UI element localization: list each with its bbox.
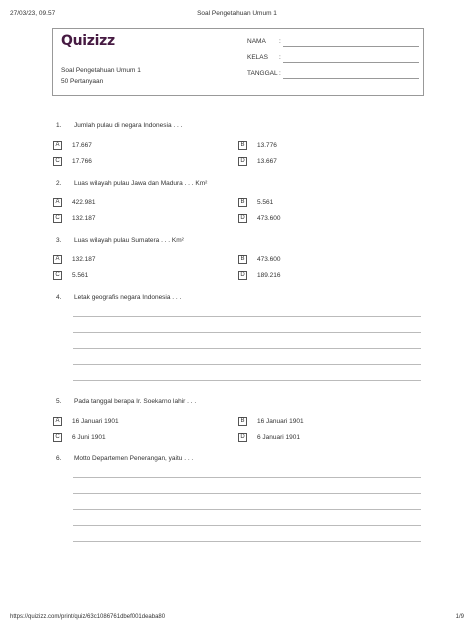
print-date: 27/03/23, 09.57 bbox=[10, 10, 56, 17]
option-value: 16 Januari 1901 bbox=[72, 418, 119, 425]
write-line bbox=[283, 62, 419, 63]
option-b[interactable] bbox=[238, 255, 388, 265]
option-letter-box: D bbox=[238, 157, 247, 166]
write-line bbox=[283, 46, 419, 47]
question-text: Luas wilayah pulau Jawa dan Madura . . . Km² bbox=[74, 180, 208, 187]
option-letter-box: A bbox=[53, 417, 62, 426]
question-count: 50 Pertanyaan bbox=[61, 78, 104, 85]
option-letter-box: C bbox=[53, 433, 62, 442]
option-d[interactable] bbox=[238, 433, 388, 443]
option-letter-box: C bbox=[53, 271, 62, 280]
option-c[interactable] bbox=[53, 157, 203, 167]
quizizz-logo: Quizizz bbox=[61, 33, 115, 49]
quiz-name: Soal Pengetahuan Umum 1 bbox=[61, 67, 141, 74]
option-value: 13.667 bbox=[257, 158, 277, 165]
question-number: 1. bbox=[56, 122, 62, 129]
option-value: 17.766 bbox=[72, 158, 92, 165]
option-value: 132.187 bbox=[72, 256, 96, 263]
answer-line[interactable] bbox=[73, 332, 421, 333]
answer-line[interactable] bbox=[73, 380, 421, 381]
option-a[interactable] bbox=[53, 198, 203, 208]
option-a[interactable] bbox=[53, 417, 203, 427]
option-letter-box: C bbox=[53, 157, 62, 166]
option-b[interactable] bbox=[238, 198, 388, 208]
answer-line[interactable] bbox=[73, 493, 421, 494]
option-value: 189.216 bbox=[257, 272, 281, 279]
option-a[interactable] bbox=[53, 255, 203, 265]
answer-line[interactable] bbox=[73, 348, 421, 349]
question-number: 6. bbox=[56, 455, 62, 462]
answer-line[interactable] bbox=[73, 316, 421, 317]
answer-line[interactable] bbox=[73, 477, 421, 478]
option-letter-box: C bbox=[53, 214, 62, 223]
option-letter-box: D bbox=[238, 433, 247, 442]
option-d[interactable] bbox=[238, 214, 388, 224]
option-letter-box: A bbox=[53, 198, 62, 207]
option-b[interactable] bbox=[238, 141, 388, 151]
option-value: 5.561 bbox=[257, 199, 274, 206]
write-line bbox=[283, 78, 419, 79]
field-label: NAMA bbox=[247, 38, 266, 45]
option-value: 6 Juni 1901 bbox=[72, 434, 106, 441]
class-field: KELAS : bbox=[247, 54, 419, 64]
print-header bbox=[10, 10, 464, 20]
option-value: 473.600 bbox=[257, 256, 281, 263]
answer-line[interactable] bbox=[73, 509, 421, 510]
option-value: 5.561 bbox=[72, 272, 89, 279]
answer-line[interactable] bbox=[73, 525, 421, 526]
option-d[interactable] bbox=[238, 157, 388, 167]
option-letter-box: B bbox=[238, 141, 247, 150]
option-letter-box: B bbox=[238, 417, 247, 426]
answer-line[interactable] bbox=[73, 541, 421, 542]
question-number: 3. bbox=[56, 237, 62, 244]
question-text: Letak geografis negara Indonesia . . . bbox=[74, 294, 182, 301]
question-number: 5. bbox=[56, 398, 62, 405]
option-letter-box: B bbox=[238, 255, 247, 264]
option-c[interactable] bbox=[53, 214, 203, 224]
option-value: 6 Januari 1901 bbox=[257, 434, 301, 441]
option-b[interactable] bbox=[238, 417, 388, 427]
print-url: https://quizizz.com/print/quiz/63c1086761dbef001deaba80 bbox=[10, 614, 166, 620]
question-number: 4. bbox=[56, 294, 62, 301]
field-label: KELAS bbox=[247, 54, 268, 61]
question-text: Luas wilayah pulau Sumatera . . . Km² bbox=[74, 237, 184, 244]
print-footer bbox=[10, 614, 464, 624]
option-a[interactable] bbox=[53, 141, 203, 151]
option-letter-box: A bbox=[53, 255, 62, 264]
question-text: Pada tanggal berapa Ir. Soekarno lahir . . . bbox=[74, 398, 197, 405]
answer-line[interactable] bbox=[73, 364, 421, 365]
question-number: 2. bbox=[56, 180, 62, 187]
option-value: 17.667 bbox=[72, 142, 92, 149]
option-letter-box: B bbox=[238, 198, 247, 207]
option-value: 16 Januari 1901 bbox=[257, 418, 304, 425]
option-c[interactable] bbox=[53, 271, 203, 281]
page-number: 1/9 bbox=[455, 614, 464, 620]
question-text: Motto Departemen Penerangan, yaitu . . . bbox=[74, 455, 194, 462]
option-value: 13.776 bbox=[257, 142, 277, 149]
quiz-header-box bbox=[52, 28, 424, 96]
option-value: 422.981 bbox=[72, 199, 96, 206]
option-d[interactable] bbox=[238, 271, 388, 281]
print-title: Soal Pengetahuan Umum 1 bbox=[197, 10, 277, 17]
option-letter-box: D bbox=[238, 271, 247, 280]
option-c[interactable] bbox=[53, 433, 203, 443]
option-letter-box: D bbox=[238, 214, 247, 223]
date-field: TANGGAL : bbox=[247, 70, 419, 80]
name-field: NAMA : bbox=[247, 38, 419, 48]
option-letter-box: A bbox=[53, 141, 62, 150]
option-value: 132.187 bbox=[72, 215, 96, 222]
question-text: Jumlah pulau di negara Indonesia . . . bbox=[74, 122, 183, 129]
option-value: 473.600 bbox=[257, 215, 281, 222]
field-label: TANGGAL bbox=[247, 70, 278, 77]
